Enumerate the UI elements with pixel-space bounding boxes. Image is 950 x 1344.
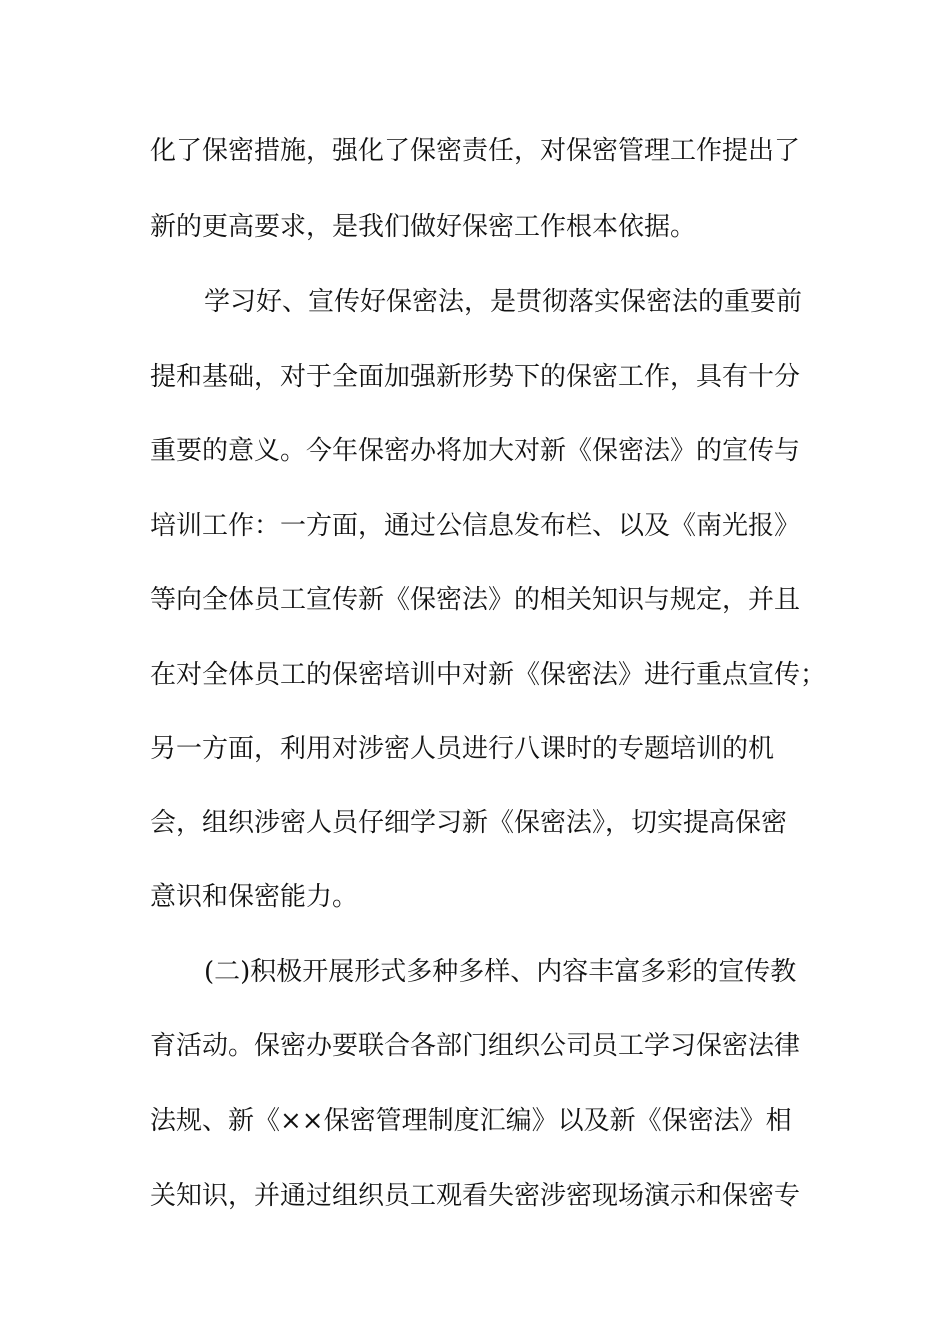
text-line: 关知识，并通过组织员工观看失密涉密现场演示和保密专	[150, 1181, 801, 1211]
text-line: 提和基础，对于全面加强新形势下的保密工作，具有十分	[150, 362, 801, 392]
text-line: 新的更高要求，是我们做好保密工作根本依据。	[150, 212, 697, 242]
section-heading-line: (二)积极开展形式多种多样、内容丰富多彩的宣传教	[204, 957, 797, 987]
text-line: 重要的意义。今年保密办将加大对新《保密法》的宣传与	[150, 436, 801, 466]
text-line: 育活动。保密办要联合各部门组织公司员工学习保密法律	[150, 1031, 801, 1061]
text-line: 化了保密措施，强化了保密责任，对保密管理工作提出了	[150, 136, 801, 166]
text-line: 会，组织涉密人员仔细学习新《保密法》，切实提高保密	[150, 808, 788, 838]
text-line: 培训工作：一方面，通过公信息发布栏、以及《南光报》	[150, 511, 801, 541]
text-line: 等向全体员工宣传新《保密法》的相关知识与规定，并且	[150, 585, 801, 615]
text-line: 法规、新《××保密管理制度汇编》以及新《保密法》相	[150, 1106, 792, 1136]
paragraph-start-line: 学习好、宣传好保密法，是贯彻落实保密法的重要前	[204, 287, 803, 317]
text-line: 在对全体员工的保密培训中对新《保密法》进行重点宣传；	[150, 660, 827, 690]
text-line: 另一方面，利用对涉密人员进行八课时的专题培训的机	[150, 734, 775, 764]
text-line: 意识和保密能力。	[150, 882, 359, 912]
